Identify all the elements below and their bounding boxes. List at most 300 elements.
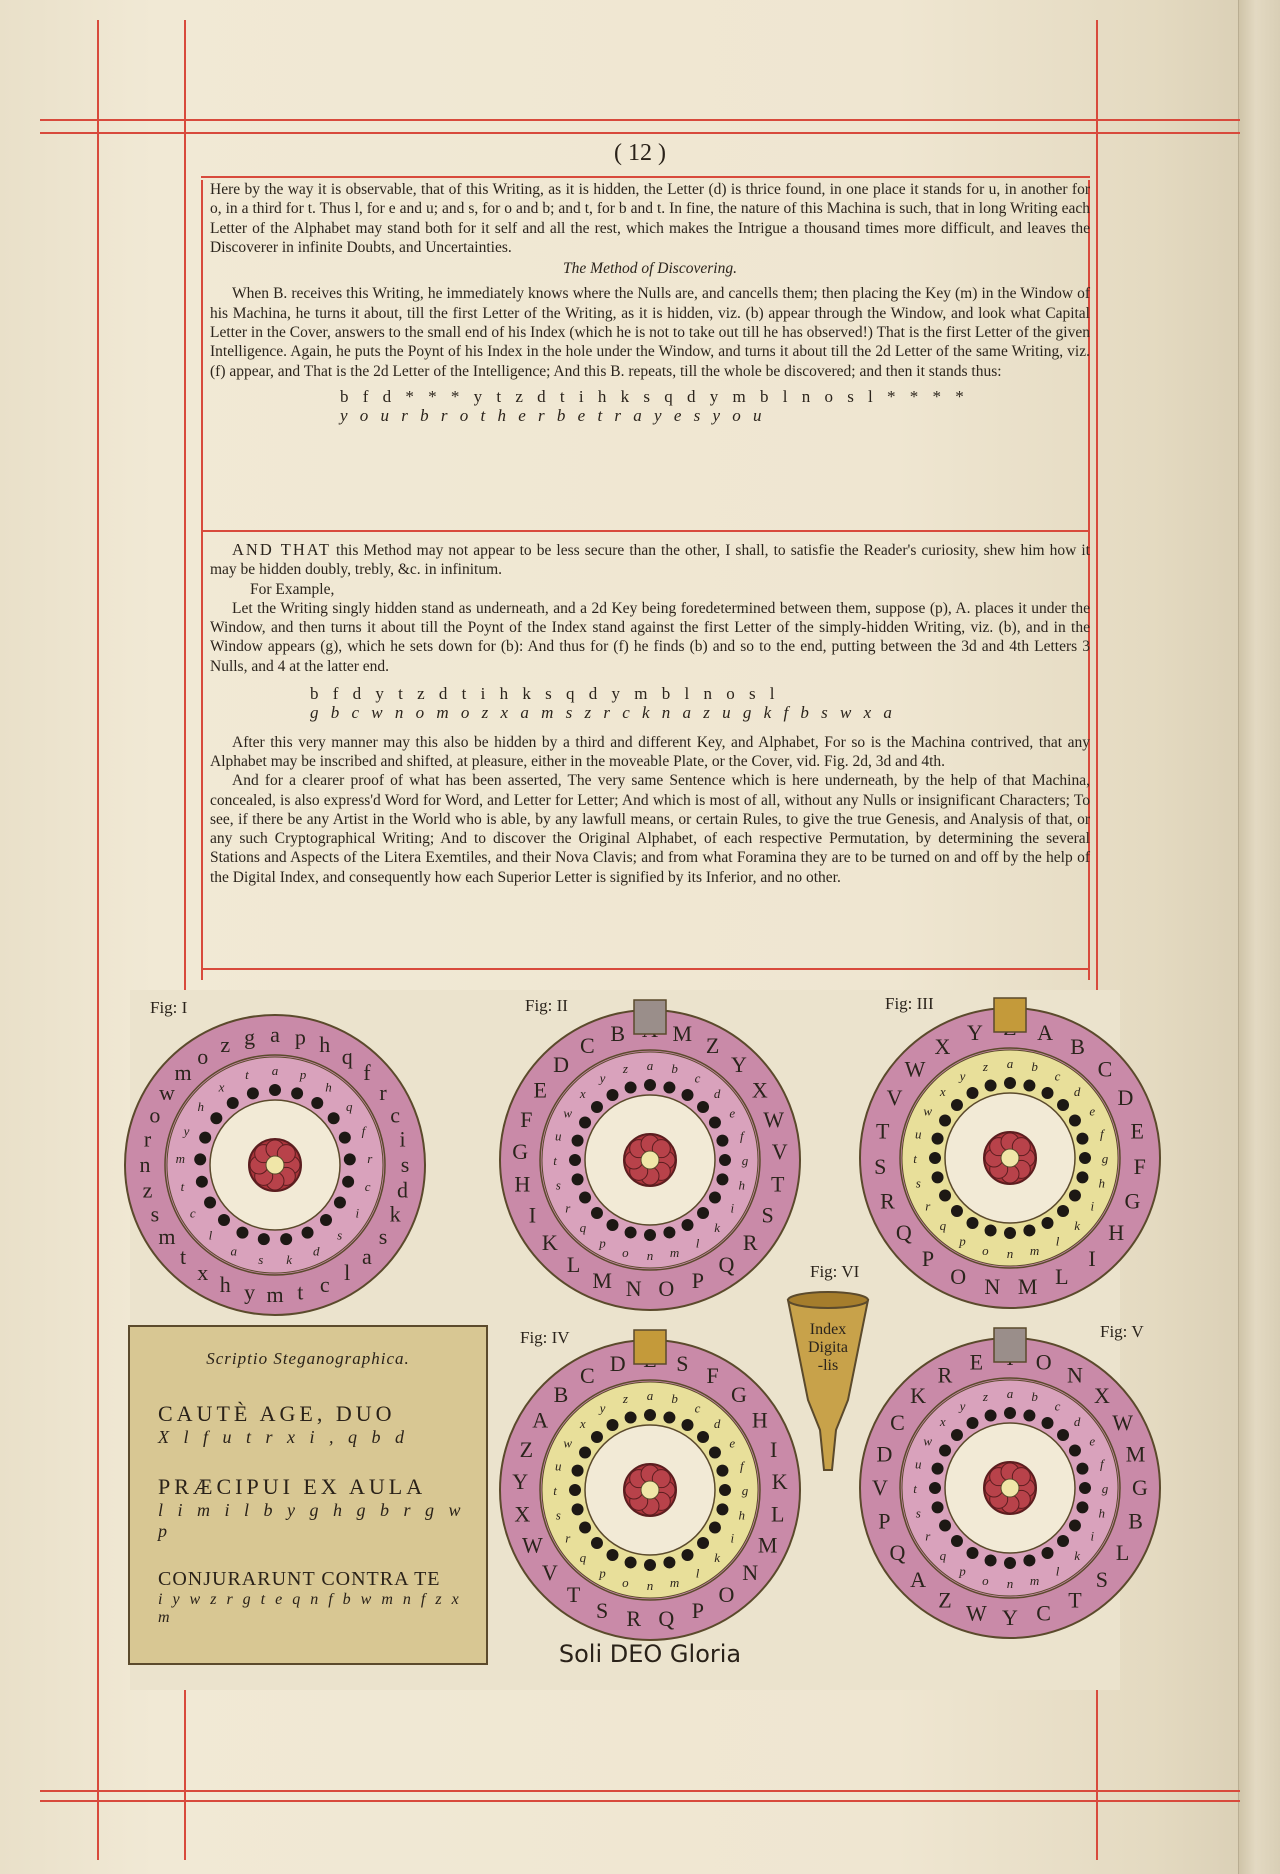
fig2-inner-letter: m — [669, 1244, 680, 1260]
fig3-inner-letter: b — [1031, 1059, 1038, 1075]
fig1-outer-letter: d — [397, 1177, 409, 1203]
fig2-hole — [709, 1192, 721, 1204]
fig2-hole — [607, 1089, 619, 1101]
cartouche-line-2: PRÆCIPUI EX AULA — [158, 1474, 427, 1499]
fig3-outer-letter: I — [1088, 1245, 1096, 1271]
fig1-hole — [328, 1112, 340, 1124]
fig2-inner-letter: q — [579, 1220, 587, 1236]
fig4-hole — [716, 1503, 728, 1515]
fig2-disk — [500, 1000, 800, 1310]
fig4-hole — [572, 1465, 584, 1477]
fig1-inner-letter: m — [175, 1150, 185, 1166]
fig4-hole — [709, 1522, 721, 1534]
fig4-inner-letter: w — [563, 1435, 573, 1451]
fig4-hole — [579, 1447, 591, 1459]
fig1-hole — [194, 1153, 206, 1165]
fig1-outer-letter: s — [150, 1201, 160, 1227]
fig4-hole — [644, 1559, 656, 1571]
fig2-outer-letter: H — [514, 1171, 531, 1197]
method-heading: The Method of Discovering. — [563, 260, 737, 278]
fig3-hole — [1023, 1080, 1035, 1092]
fig4-inner-letter: a — [646, 1388, 654, 1403]
fig4-outer-letter: L — [770, 1501, 785, 1527]
fig3-inner-letter: o — [982, 1242, 989, 1258]
and-that-caps: AND THAT — [232, 540, 331, 559]
fig5-inner-letter: s — [915, 1505, 921, 1521]
fig2-inner-letter: w — [563, 1105, 573, 1121]
fig5-outer-letter: L — [1115, 1540, 1130, 1565]
fig2-outer-letter: F — [520, 1106, 533, 1132]
fig3-inner-letter: w — [923, 1103, 933, 1119]
fig1-hole — [227, 1097, 239, 1109]
fig1-outer-letter: a — [362, 1243, 372, 1269]
fig1-hole — [344, 1153, 356, 1165]
fig5-inner-letter: y — [959, 1398, 966, 1414]
fig3-hole — [1023, 1224, 1035, 1236]
fig5-disk — [860, 1328, 1160, 1638]
fig4-inner-letter: s — [555, 1507, 561, 1523]
fig3-hole — [951, 1205, 963, 1217]
fig2-outer-letter: P — [691, 1267, 704, 1293]
fig6-cup-text-3: -lis — [817, 1357, 839, 1374]
fig1-outer-letter: m — [266, 1282, 284, 1307]
fig4-hole — [579, 1522, 591, 1534]
fig2-hole — [572, 1173, 584, 1185]
fig4-hole — [607, 1419, 619, 1431]
fig4-center-pin — [641, 1481, 659, 1499]
fig1-inner-letter: y — [183, 1123, 190, 1139]
fig2-inner-letter: z — [622, 1061, 628, 1077]
fig2-hole — [591, 1101, 603, 1113]
fig5-inner-letter: f — [1099, 1456, 1104, 1472]
fig4-outer-letter: Y — [512, 1468, 529, 1494]
fig3-hole — [985, 1080, 997, 1092]
fig3-outer-letter: H — [1108, 1219, 1125, 1245]
fig3-hole — [985, 1224, 997, 1236]
fig5-outer-letter: M — [1125, 1441, 1146, 1467]
fig1-inner-letter: r — [367, 1150, 373, 1166]
fig3-hole — [1057, 1205, 1069, 1217]
fig5-hole — [1069, 1445, 1081, 1457]
fig2-outer-letter: S — [761, 1202, 774, 1228]
fig3-outer-letter: L — [1055, 1264, 1069, 1290]
fig1-hole — [311, 1097, 323, 1109]
fig5-hole — [1004, 1407, 1016, 1419]
fig2-hole — [644, 1229, 656, 1241]
fig2-hole — [697, 1101, 709, 1113]
fig4-inner-letter: o — [622, 1574, 629, 1590]
fig1-outer-letter: o — [149, 1102, 161, 1128]
fig3-outer-letter: N — [984, 1273, 1001, 1299]
fig2-outer-letter: D — [553, 1052, 569, 1078]
fig3-inner-letter: a — [1006, 1056, 1014, 1071]
fig4-outer-letter: B — [553, 1382, 569, 1408]
fig4-hole — [663, 1556, 675, 1568]
fig4-hole — [591, 1431, 603, 1443]
fig2-outer-letter: L — [566, 1252, 581, 1278]
fig3-inner-letter: l — [1055, 1233, 1060, 1249]
paragraph-method: When B. receives this Writing, he immediately knows where the Nulls are, and cancells them; then placing the Key (m) in the Window of his Machina, he turns it about, till the first Letter of the Writing, as it is hidden, viz. (b) appear through the Window, and look what Capital Letter in the Cover, answers to the small end of his Index (which he is not to take out till he has observed!) That is the first Letter of the given Intelligence. Again, he puts the Poynt of his Index in the hole under the Window, and turns it about till the 2d Letter of the same Writing, viz. (f) appear, and That is the 2d Letter of the Intelligence; And this B. repeats, till the whole be discovered; and then it stands thus: — [210, 285, 1090, 380]
fig1-inner-letter: i — [355, 1205, 360, 1221]
fig4-outer-letter: D — [609, 1351, 626, 1377]
fig4-inner-letter: c — [694, 1400, 701, 1416]
fig4-hole — [572, 1503, 584, 1515]
fig1-outer-letter: s — [400, 1152, 410, 1177]
fig2-hole — [716, 1173, 728, 1185]
fig3-outer-letter: Q — [895, 1219, 912, 1245]
fig3-outer-letter: X — [934, 1033, 951, 1059]
fig5-outer-letter: W — [1112, 1410, 1133, 1435]
fig3-hole — [951, 1099, 963, 1111]
fig2-outer-letter: X — [751, 1077, 768, 1103]
paragraph-after: After this very manner may this also be hidden by a third and different Key, and Alphabet, For so is the Machina contrived, that any Alphabet may be inscribed and shifted, at pleasure, either in the moveable Plate, or the Cover, vid. Fig. 2d, 3d and 4th. — [210, 733, 1090, 770]
cartouche-title: Scriptio Steganographica. — [206, 1349, 410, 1368]
fig3-hole — [967, 1087, 979, 1099]
fig1-inner-letter: f — [361, 1123, 366, 1139]
paragraph-observable: Here by the way it is observable, that of this Writing, as it is hidden, the Letter (d) is thrice found, in one place it stands for u, in another for o, in a third for t. Thus l, for e and u; and s, for o and b; and t, for b and t. In fine, the nature of this Machina is such, that in long Writing each Letter of the Alphabet may stand both for it self and all the rest, which makes the Intrigue a thousand times more difficult, and leaves the Discoverer in infinite Doubts, and Uncertainties. — [210, 181, 1090, 256]
fig2-hole — [579, 1117, 591, 1129]
fig1-inner-letter: x — [218, 1079, 225, 1095]
fig3-outer-letter: Y — [966, 1019, 983, 1045]
fig2-inner-letter: d — [713, 1085, 721, 1101]
fig3-inner-letter: m — [1029, 1242, 1040, 1258]
fig4-outer-letter: Q — [658, 1605, 675, 1631]
fig6-cup-text-1: Index — [809, 1321, 847, 1338]
fig4-hole — [625, 1556, 637, 1568]
fig5-outer-letter: N — [1067, 1362, 1083, 1388]
fig1-inner-letter: d — [312, 1243, 320, 1259]
fig4-inner-letter: d — [713, 1415, 721, 1431]
fig5-hole — [1004, 1557, 1016, 1569]
fig2-inner-letter: y — [599, 1070, 606, 1086]
fig2-hole — [709, 1117, 721, 1129]
fig3-inner-letter: z — [982, 1059, 988, 1075]
fig5-hole — [1057, 1429, 1069, 1441]
fig3-outer-letter: M — [1017, 1273, 1038, 1299]
fig4-inner-letter: m — [669, 1574, 680, 1590]
fig3-hole — [1079, 1152, 1091, 1164]
fig2-center-pin — [641, 1151, 659, 1169]
fig2-outer-letter: V — [771, 1138, 788, 1164]
fig5-hole — [939, 1520, 951, 1532]
fig4-hole — [625, 1412, 637, 1424]
fig5-hole — [985, 1554, 997, 1566]
fig2-inner-letter: p — [599, 1235, 606, 1251]
fig1-outer-letter: r — [143, 1126, 152, 1152]
fig5-outer-letter: O — [1035, 1349, 1052, 1375]
fig3-inner-letter: r — [925, 1198, 931, 1214]
fig1-hole — [320, 1214, 332, 1226]
fig4-hole — [591, 1537, 603, 1549]
fig2-inner-letter: b — [671, 1061, 678, 1077]
fig4-disk — [500, 1330, 800, 1640]
fig3-window — [994, 998, 1026, 1032]
fig1-inner-letter: a — [271, 1063, 279, 1078]
fig5-hole — [929, 1482, 941, 1494]
fig5-inner-letter: z — [982, 1389, 988, 1405]
fig2-inner-letter: f — [739, 1128, 744, 1144]
fig1-hole — [236, 1227, 248, 1239]
fig2-outer-letter: I — [528, 1202, 537, 1228]
fig4-inner-letter: q — [579, 1550, 587, 1566]
fig3-hole — [939, 1190, 951, 1202]
fig4-outer-letter: F — [706, 1363, 719, 1389]
fig5-inner-letter: h — [1098, 1505, 1106, 1521]
fig2-hole — [591, 1207, 603, 1219]
fig5-hole — [1076, 1501, 1088, 1513]
fig2-outer-letter: N — [625, 1275, 642, 1301]
fig2-outer-letter: Z — [705, 1033, 720, 1059]
fig3-inner-letter: f — [1099, 1126, 1104, 1142]
fig2-inner-letter: r — [565, 1200, 571, 1216]
fig5-hole — [967, 1547, 979, 1559]
fig5-inner-letter: w — [923, 1433, 933, 1449]
fig5-inner-letter: k — [1074, 1548, 1081, 1564]
fig5-inner-letter: q — [939, 1548, 947, 1564]
fig3-inner-letter: n — [1006, 1246, 1014, 1261]
fig4-hole — [697, 1537, 709, 1549]
fig1-inner-letter: p — [299, 1067, 307, 1083]
fig5-hole — [951, 1429, 963, 1441]
fig1-disk — [125, 1015, 425, 1315]
fig1-inner-letter: s — [258, 1251, 264, 1267]
fig1-hole — [339, 1132, 351, 1144]
fig1-outer-letter: m — [158, 1224, 176, 1250]
fig3-hole — [929, 1152, 941, 1164]
fig1-hole — [342, 1176, 354, 1188]
fig3-hole — [1042, 1087, 1054, 1099]
fig2-outer-letter: T — [770, 1171, 785, 1197]
fig1-inner-letter: c — [364, 1179, 371, 1195]
fig1-inner-letter: k — [286, 1251, 293, 1267]
fig1-hole — [334, 1197, 346, 1209]
fig2-outer-letter: M — [672, 1021, 693, 1047]
fig4-hole — [682, 1549, 694, 1561]
fig5-hole — [1042, 1547, 1054, 1559]
fig4-hole — [719, 1484, 731, 1496]
fig2-outer-letter: Y — [731, 1052, 747, 1078]
fig5-hole — [1023, 1410, 1035, 1422]
fig4-outer-letter: Z — [519, 1436, 534, 1462]
fig1-outer-letter: c — [319, 1272, 330, 1298]
fig5-inner-letter: e — [1089, 1433, 1096, 1449]
fig1-outer-letter: h — [219, 1272, 231, 1298]
fig1-hole — [218, 1214, 230, 1226]
fig5-outer-letter: R — [937, 1362, 953, 1388]
cipher-line-2-bottom: g b c w n o m o z x a m s z r c k n a z u g k f b s w x a — [310, 703, 896, 723]
fig4-inner-letter: u — [554, 1458, 562, 1474]
fig4-outer-letter: G — [731, 1382, 747, 1408]
fig3-inner-letter: i — [1090, 1198, 1095, 1214]
cartouche-steganographica — [128, 1325, 488, 1665]
fig1-outer-letter: t — [297, 1279, 304, 1305]
fig1-outer-letter: i — [399, 1126, 406, 1152]
fig1-outer-letter: x — [197, 1260, 209, 1286]
fig2-outer-letter: W — [763, 1106, 785, 1132]
fig5-inner-letter: d — [1073, 1413, 1081, 1429]
fig2-outer-letter: B — [610, 1021, 626, 1047]
fig4-inner-letter: b — [671, 1391, 678, 1407]
fig2-outer-letter: Q — [718, 1252, 735, 1278]
fig4-outer-letter: S — [676, 1351, 689, 1377]
fig2-label: Fig: II — [525, 996, 568, 1015]
fig4-hole — [697, 1431, 709, 1443]
fig1-inner-letter: q — [346, 1098, 353, 1114]
fig4-inner-letter: e — [729, 1435, 736, 1451]
fig1-hole — [196, 1176, 208, 1188]
fig4-outer-letter: C — [580, 1363, 595, 1389]
fig5-outer-letter: E — [969, 1349, 984, 1375]
fig2-inner-letter: u — [554, 1128, 562, 1144]
for-example: For Example, — [250, 580, 335, 598]
footer-soli-deo-gloria: Soli DEO Gloria — [558, 1640, 742, 1668]
fig5-hole — [1042, 1417, 1054, 1429]
fig3-inner-letter: u — [914, 1126, 922, 1142]
fig5-inner-letter: a — [1006, 1386, 1014, 1401]
fig3-hole — [932, 1133, 944, 1145]
fig4-outer-letter: K — [771, 1468, 788, 1494]
fig3-outer-letter: W — [904, 1056, 926, 1082]
fig3-hole — [1057, 1099, 1069, 1111]
fig1-outer-letter: a — [270, 1022, 280, 1047]
fig3-inner-letter: t — [913, 1151, 917, 1166]
fig2-hole — [572, 1135, 584, 1147]
fig4-inner-letter: l — [695, 1565, 700, 1581]
fig3-outer-letter: E — [1130, 1118, 1145, 1144]
fig2-hole — [716, 1135, 728, 1147]
fig5-outer-letter: C — [1036, 1600, 1051, 1626]
fig5-inner-letter: g — [1101, 1481, 1109, 1496]
fig2-inner-letter: k — [714, 1220, 721, 1236]
fig1-inner-letter: a — [230, 1243, 238, 1259]
fig1-outer-letter: z — [220, 1031, 231, 1057]
fig3-center-pin — [1001, 1149, 1019, 1167]
fig5-outer-letter: Q — [889, 1540, 906, 1565]
fig1-outer-letter: q — [341, 1043, 353, 1069]
fig1-outer-letter: p — [294, 1024, 306, 1050]
fig1-inner-letter: t — [245, 1067, 249, 1083]
fig1-outer-letter: o — [197, 1043, 209, 1069]
fig5-outer-letter: C — [890, 1410, 905, 1435]
fig5-hole — [1023, 1554, 1035, 1566]
fig4-outer-letter: I — [769, 1436, 778, 1462]
fig2-hole — [644, 1079, 656, 1091]
fig4-inner-letter: k — [714, 1550, 721, 1566]
fig5-outer-letter: G — [1132, 1475, 1148, 1500]
fig3-outer-letter: V — [886, 1085, 903, 1111]
fig3-outer-letter: P — [921, 1245, 935, 1271]
fig5-label: Fig: V — [1100, 1322, 1144, 1341]
fig5-hole — [1069, 1520, 1081, 1532]
fig4-inner-letter: y — [599, 1400, 606, 1416]
fig2-inner-letter: t — [553, 1153, 557, 1168]
fig3-inner-letter: y — [959, 1068, 966, 1084]
cartouche-cipher-3: i y w z r g t e q n f b w m n f z x m — [158, 1591, 462, 1626]
cipher-line-1-bottom: y o u r b r o t h e r b e t r a y e s y o u — [340, 406, 766, 426]
fig3-outer-letter: B — [1070, 1033, 1085, 1059]
fig1-label: Fig: I — [150, 998, 188, 1017]
fig4-inner-letter: h — [738, 1507, 746, 1523]
fig2-hole — [663, 1082, 675, 1094]
fig1-outer-letter: k — [389, 1201, 401, 1227]
fig5-inner-letter: c — [1054, 1398, 1061, 1414]
fig1-inner-letter: h — [325, 1079, 332, 1095]
fig4-hole — [644, 1409, 656, 1421]
fig2-inner-letter: a — [646, 1058, 654, 1073]
fig3-hole — [967, 1217, 979, 1229]
fig1-hole — [269, 1084, 281, 1096]
fig4-outer-letter: V — [541, 1559, 558, 1585]
fig3-inner-letter: h — [1098, 1175, 1106, 1191]
fig2-inner-letter: e — [729, 1105, 736, 1121]
fig2-inner-letter: o — [622, 1244, 629, 1260]
fig2-hole — [719, 1154, 731, 1166]
fig3-inner-letter: p — [959, 1233, 966, 1249]
fig2-inner-letter: c — [694, 1070, 701, 1086]
fig2-inner-letter: x — [579, 1085, 586, 1101]
fig2-hole — [663, 1226, 675, 1238]
fig3-label: Fig: III — [885, 994, 934, 1013]
fig1-outer-letter: h — [319, 1031, 331, 1057]
fig4-inner-letter: p — [599, 1565, 606, 1581]
fig2-hole — [607, 1219, 619, 1231]
cipher-line-2-top: b f d y t z d t i h k s q d y m b l n o s l — [310, 684, 780, 704]
fig3-outer-letter: A — [1037, 1019, 1054, 1045]
fig1-inner-letter: t — [180, 1179, 185, 1195]
fig1-hole — [302, 1227, 314, 1239]
fig5-outer-letter: P — [878, 1508, 891, 1534]
fig1-inner-letter: h — [197, 1098, 204, 1114]
fig5-center-pin — [1001, 1479, 1019, 1497]
fig4-outer-letter: S — [596, 1597, 609, 1623]
fig5-outer-letter: W — [965, 1600, 987, 1626]
fig5-inner-letter: m — [1029, 1572, 1040, 1588]
fig3-inner-letter: e — [1089, 1103, 1096, 1119]
fig5-hole — [932, 1463, 944, 1475]
fig4-inner-letter: f — [739, 1458, 744, 1474]
cipher-line-1-top: b f d * * * y t z d t i h k s q d y m b l n o s l * * * * — [340, 386, 969, 406]
fig4-hole — [682, 1419, 694, 1431]
fig1-outer-letter: f — [363, 1060, 371, 1086]
fig4-outer-letter: N — [742, 1559, 759, 1585]
fig3-outer-letter: S — [874, 1153, 887, 1179]
fig2-window — [634, 1000, 666, 1034]
fig2-outer-letter: M — [592, 1267, 612, 1293]
fig6-cup-text-2: Digita — [808, 1339, 848, 1356]
fig2-inner-letter: i — [730, 1200, 735, 1216]
fig1-outer-letter: c — [390, 1102, 400, 1128]
fig1-outer-letter: t — [180, 1243, 187, 1269]
paragraph-example: Let the Writing singly hidden stand as underneath, and a 2d Key being foredetermined between them, suppose (p), A. places it under the Window, and then turns it about till the Poynt of the Index stand against the first Letter of the simply-hidden Writing, viz. (b), and in the Window appears (g), which he sets down for (b): And thus for (f) he finds (b) and so to the end, putting between the 3d and 4th Letters 3 Nulls, and 4 at the latter end. — [210, 599, 1090, 675]
fig4-outer-letter: R — [626, 1605, 642, 1631]
fig4-label: Fig: IV — [520, 1328, 570, 1347]
fig4-outer-letter: T — [566, 1582, 581, 1608]
fig5-outer-letter: X — [1093, 1383, 1110, 1409]
fig1-center-pin — [266, 1156, 284, 1174]
fig1-inner-letter: s — [337, 1227, 343, 1243]
fig4-outer-letter: H — [751, 1407, 768, 1433]
fig2-inner-letter: l — [695, 1235, 700, 1251]
cartouche-cipher-2: l i m i l b y g h g b r g w p — [158, 1500, 466, 1541]
fig4-hole — [569, 1484, 581, 1496]
fig2-hole — [569, 1154, 581, 1166]
fig5-hole — [939, 1445, 951, 1457]
fig5-hole — [932, 1501, 944, 1513]
fig4-outer-letter: W — [521, 1532, 543, 1558]
fig3-inner-letter: q — [939, 1218, 947, 1234]
fig3-outer-letter: R — [880, 1188, 895, 1214]
cartouche-cipher-1: X l f u t r x i , q b d — [158, 1427, 409, 1447]
